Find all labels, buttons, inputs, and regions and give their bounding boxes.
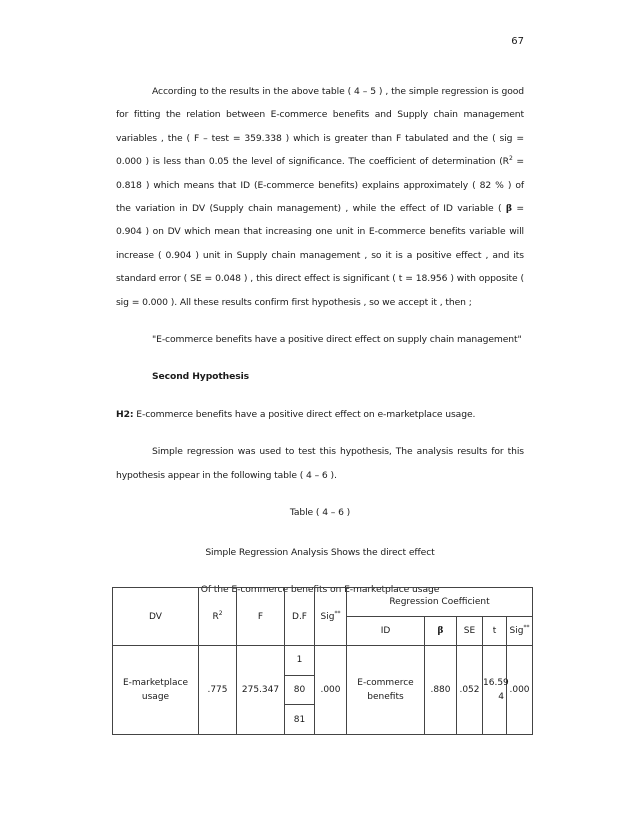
regression-table: [112, 587, 533, 735]
hypothesis-statement: H2: E-commerce benefits have a positive direct effect on e-marketplace usage.: [116, 408, 476, 420]
hypothesis-label: H2:: [116, 408, 134, 420]
section-heading: Second Hypothesis: [152, 371, 250, 383]
cell-f: 275.347: [237, 646, 285, 735]
results-paragraph: According to the results in the above table ( 4 – 5 ) , the simple regression is good for fitting the relation between E-commerce benefits and Supply chain management variables , the ( F – test = 359.338 ) which is greater than F tabulated and the ( sig = 0.000 ) is less than 0.05 the level of significance. The coefficient of determination ($R^2 = 0.818$ ) which means that ID (E-commerce benefits) explains approximately ( 82 % ) of the variation in DV (Supply chain management) , while the effect of ID variable ( β = 0.904 ) on DV which mean that increasing one unit in E-commerce benefits variable will increase ( 0.904 ) unit in Supply chain management , so it is a positive effect , and its standard error ( SE = 0.048 ) , this direct effect is significant ( t = 18.956 ) with opposite ( sig = 0.000 ). All these results confirm first hypothesis , so we accept it , then ;: [116, 86, 524, 308]
method-paragraph: Simple regression was used to test this hypothesis, The analysis results for this hypothesis appear in the following table ( 4 – 6 ).: [116, 446, 524, 481]
header-sig-2: Sig**: [507, 617, 533, 646]
table-title: Table ( 4 – 6 ): [289, 507, 351, 519]
cell-sig: .000: [315, 646, 347, 735]
table-caption-line-2: Of the E-commerce benefits on E-marketplace usage: [200, 583, 440, 595]
beta-symbol: β: [505, 203, 512, 215]
header-sig: Sig**: [315, 588, 347, 646]
header-id: ID: [347, 617, 425, 646]
header-dv: DV: [113, 588, 199, 646]
cell-dv: E-marketplace usage: [113, 646, 199, 735]
cell-sig-2: .000: [507, 646, 533, 735]
df-value-2: 80: [285, 675, 314, 705]
hypothesis-quote: "E-commerce benefits have a positive direct effect on supply chain management": [152, 334, 522, 346]
header-t: t: [483, 617, 507, 646]
body-text: [116, 80, 524, 601]
header-r2: $R^2$: [199, 588, 237, 646]
header-df: D.F: [285, 588, 315, 646]
df-value-3: 81: [285, 704, 314, 734]
cell-beta: .880: [425, 646, 457, 735]
table-row: [113, 646, 533, 735]
cell-id: E-commerce benefits: [347, 646, 425, 735]
header-regression-coefficient: Regression Coefficient: [347, 588, 533, 617]
header-f: F: [237, 588, 285, 646]
cell-r2: .775: [199, 646, 237, 735]
df-value-1: 1: [296, 655, 303, 666]
page-number: 67: [511, 36, 524, 47]
table-caption-line-1: Simple Regression Analysis Shows the direct effect: [205, 546, 435, 558]
cell-se: .052: [457, 646, 483, 735]
cell-t: 16.59 4: [483, 646, 507, 735]
header-beta: β: [425, 617, 457, 646]
cell-df: [285, 646, 315, 735]
header-se: SE: [457, 617, 483, 646]
